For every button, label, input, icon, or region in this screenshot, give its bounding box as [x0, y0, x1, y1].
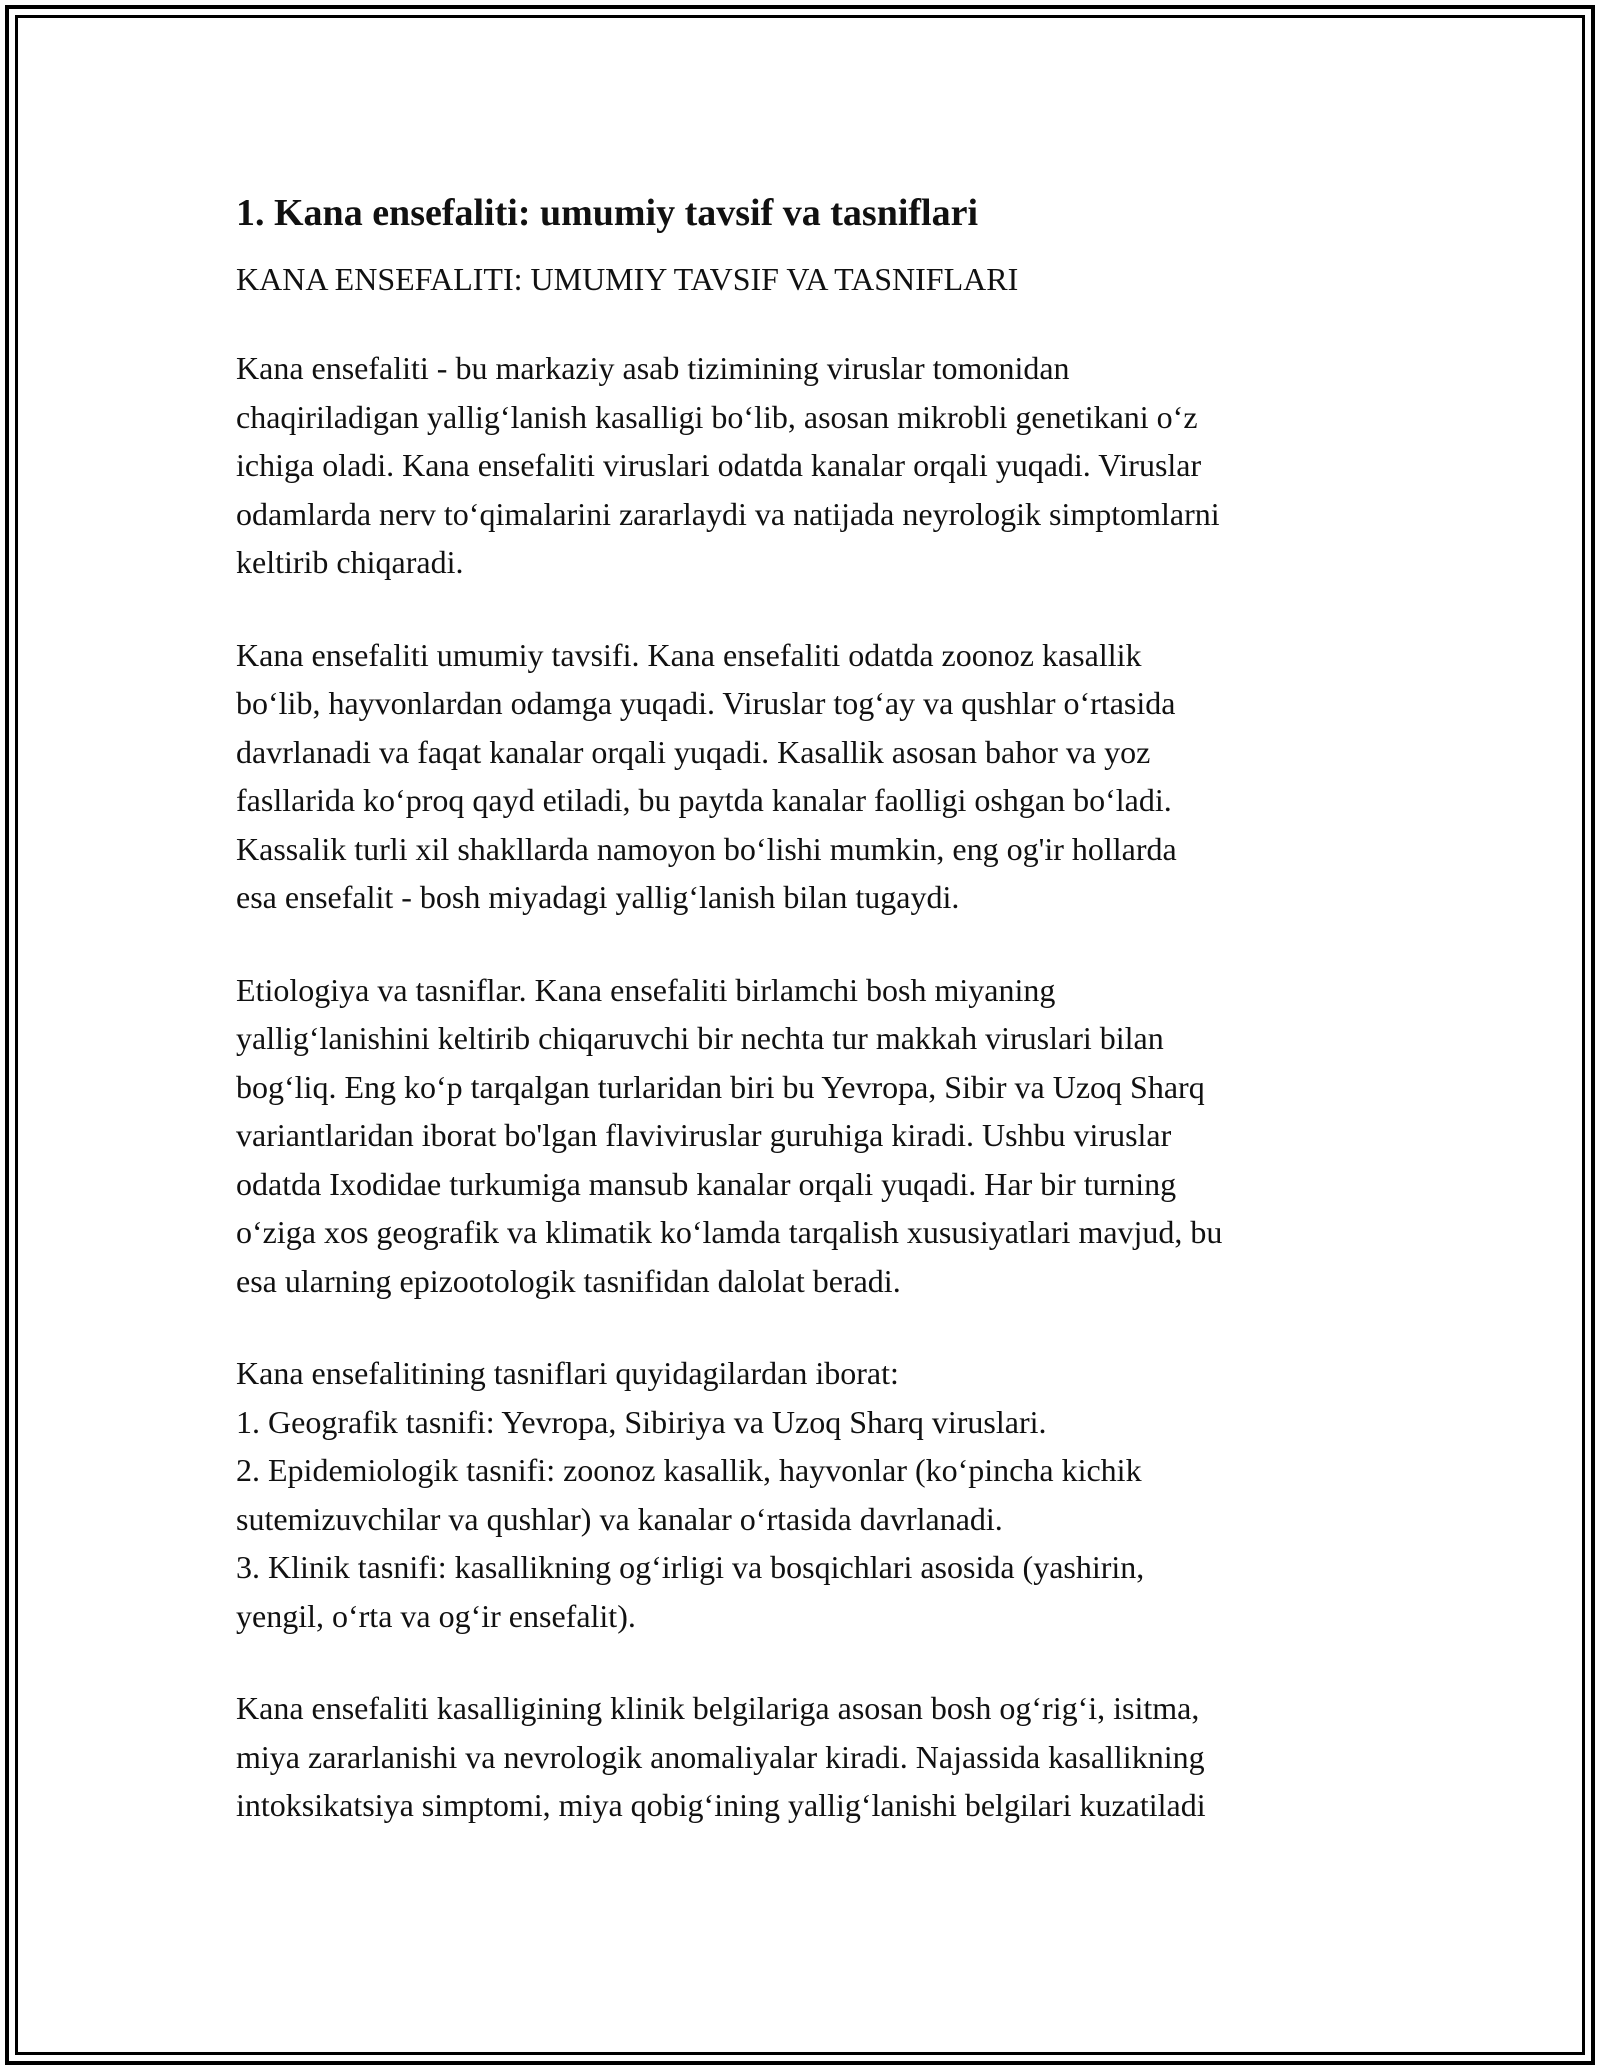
paragraph-line: odamlarda nerv to‘qimalarini zararlaydi va natijada neyrologik simptomlarni: [236, 495, 1220, 532]
list-item-continued: yengil, o‘rta va og‘ir ensefalit).: [236, 1597, 636, 1634]
paragraph-line: bo‘lib, hayvonlardan odamga yuqadi. Viruslar tog‘ay va qushlar o‘rtasida: [236, 685, 1176, 721]
paragraph-line: Kana ensefaliti - bu markaziy asab tizimining viruslar tomonidan: [236, 350, 1070, 386]
section-subtitle: KANA ENSEFALITI: UMUMIY TAVSIF VA TASNIFLARI: [236, 261, 1019, 297]
paragraph-line: chaqiriladigan yallig‘lanish kasalligi bo‘lib, asosan mikrobli genetikani o‘z: [236, 398, 1198, 435]
paragraph-clinical-signs: [236, 1684, 1376, 1830]
list-item: 1. Geografik tasnifi: Yevropa, Sibiriya va Uzoq Sharq viruslari.: [236, 1403, 1047, 1440]
paragraph-line: fasllarida ko‘proq qayd etiladi, bu paytda kanalar faolligi oshgan bo‘ladi.: [236, 782, 1172, 818]
paragraph-line: esa ularning epizootologik tasnifidan dalolat beradi.: [236, 1262, 901, 1299]
paragraph-line: o‘ziga xos geografik va klimatik ko‘lamda tarqalish xususiyatlari mavjud, bu: [236, 1214, 1223, 1250]
paragraph-classifications: [236, 1349, 1376, 1640]
paragraph-line: Kana ensefaliti umumiy tavsifi. Kana ensefaliti odatda zoonoz kasallik: [236, 636, 1142, 673]
paragraph-etiology: [236, 966, 1376, 1306]
paragraph-line: esa ensefalit - bosh miyadagi yallig‘lanish bilan tugaydi.: [236, 879, 960, 915]
paragraph-line: keltirib chiqaradi.: [236, 544, 464, 580]
paragraph-line: Kassalik turli xil shakllarda namoyon bo‘lishi mumkin, eng og'ir hollarda: [236, 830, 1177, 867]
paragraph-line: Kana ensefaliti kasalligining klinik belgilariga asosan bosh og‘rig‘i, isitma,: [236, 1690, 1200, 1726]
paragraph-line: ichiga oladi. Kana ensefaliti viruslari odatda kanalar orqali yuqadi. Viruslar: [236, 447, 1202, 483]
paragraph-line: Kana ensefalitining tasniflari quyidagilardan iborat:: [236, 1355, 899, 1391]
document-body: [236, 188, 1376, 1830]
list-item: 2. Epidemiologik tasnifi: zoonoz kasallik, hayvonlar (ko‘pincha kichik: [236, 1452, 1142, 1488]
paragraph-definition: [236, 344, 1376, 587]
paragraph-line: odatda Ixodidae turkumiga mansub kanalar orqali yuqadi. Har bir turning: [236, 1165, 1177, 1202]
section-heading: 1. Kana ensefaliti: umumiy tavsif va tasniflari: [236, 192, 979, 234]
paragraph-line: miya zararlanishi va nevrologik anomaliyalar kiradi. Najassida kasallikning: [236, 1738, 1205, 1775]
paragraph-line: bog‘liq. Eng ko‘p tarqalgan turlaridan biri bu Yevropa, Sibir va Uzoq Sharq: [236, 1068, 1205, 1105]
list-item: 3. Klinik tasnifi: kasallikning og‘irligi va bosqichlari asosida (yashirin,: [236, 1549, 1145, 1585]
paragraph-line: davrlanadi va faqat kanalar orqali yuqadi. Kasallik asosan bahor va yoz: [236, 733, 1151, 770]
paragraph-line: Etiologiya va tasniflar. Kana ensefaliti birlamchi bosh miyaning: [236, 971, 1056, 1008]
paragraph-line: yallig‘lanishini keltirib chiqaruvchi bir nechta tur makkah viruslari bilan: [236, 1020, 1164, 1056]
list-item-continued: sutemizuvchilar va qushlar) va kanalar o‘rtasida davrlanadi.: [236, 1500, 1003, 1537]
paragraph-line: intoksikatsiya simptomi, miya qobig‘ining yallig‘lanishi belgilari kuzatiladi: [236, 1787, 1206, 1823]
paragraph-general-description: [236, 631, 1376, 922]
paragraph-line: variantlaridan iborat bo'lgan flaviviruslar guruhiga kiradi. Ushbu viruslar: [236, 1117, 1172, 1153]
